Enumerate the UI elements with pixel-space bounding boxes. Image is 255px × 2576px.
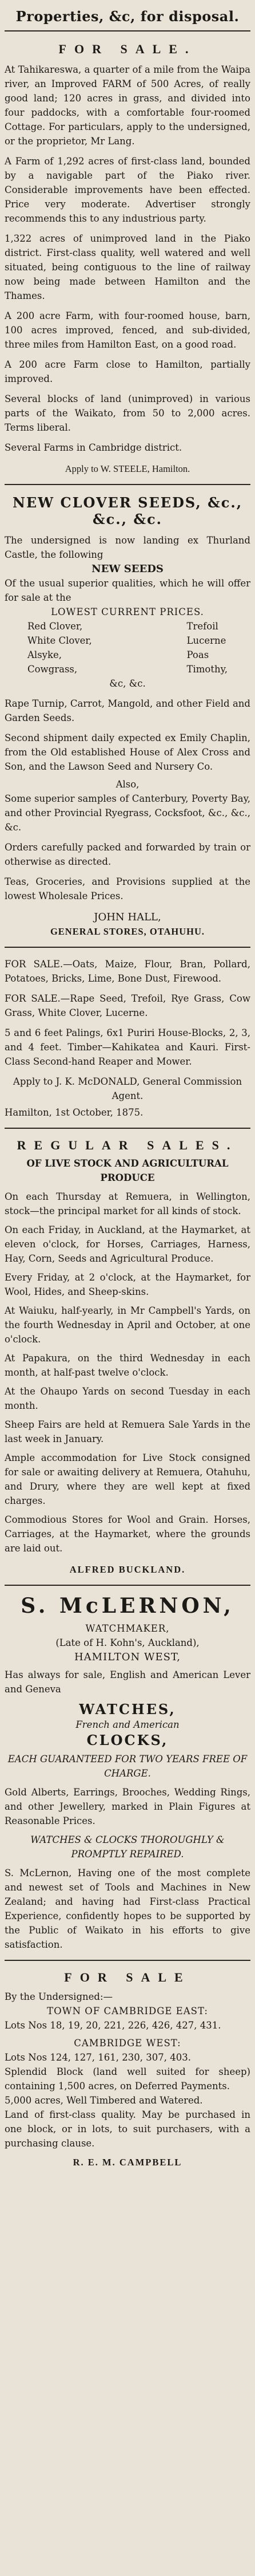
ad-paragraph: 5 and 6 feet Palings, 6x1 Puriri House-Blocks, 2, 3, and 4 feet. Timber—Kahikatea and Kauri. First-Class Second-hand Reaper and Mower. [5,1027,250,1067]
seed-list-left [27,619,92,676]
ad-heading: WATCHES, [79,1701,176,1718]
ad-paragraph: Of the usual superior qualities, which he will offer for sale at the [5,578,250,603]
ad-regular-sales [5,1129,250,1577]
seed-list-right [187,619,228,676]
ad-paragraph: Sheep Fairs are held at Remuera Sale Yards in the last week in January. [5,1419,250,1444]
ad-heading: CLOCKS, [86,1732,169,1748]
ad-paragraph: On each Friday, in Auckland, at the Haymarket, at eleven o'clock, for Horses, Carriages, Harness, Hay, Corn, Seeds and Agricultural Produce. [5,1224,250,1264]
ad-mclernon-watchmaker [5,1586,250,1952]
ad-subheading: LOWEST CURRENT PRICES. [51,606,204,617]
ad-signature: Apply to W. STEELE, Hamilton. [65,463,190,474]
ad-signature: JOHN HALL, [94,911,161,923]
ad-paragraph: At Papakura, on the third Wednesday in each month, at half-past twelve o'clock. [5,1353,250,1378]
ad-paragraph: Lots Nos 124, 127, 161, 230, 307, 403. [5,2052,191,2063]
ad-paragraph: Splendid Block (land well suited for sheep) containing 1,500 acres, on Deferred Payments. [5,2066,250,2091]
ad-signature: Apply to J. K. McDONALD, General Commission Agent. [13,1076,242,1101]
seed-item: White Clover, [27,635,92,646]
ad-paragraph: A 200 acre Farm close to Hamilton, partially improved. [5,359,250,384]
seed-list [5,619,250,676]
ad-paragraph: A 200 acre Farm, with four-roomed house, barn, 100 acres improved, fenced, and sub-divided, three miles from Hamilton East, on a good road. [5,310,250,350]
ad-paragraph: Gold Alberts, Earrings, Brooches, Wedding Rings, and other Jewellery, marked in Plain Figures at Reasonable Prices. [5,1787,250,1826]
seed-item: Trefoil [186,621,218,632]
ad-paragraph: Some superior samples of Canterbury, Poverty Bay, and other Provincial Ryegrass, Cocksfoot, &c., &c., &c. [5,793,250,833]
ad-subheading: OF LIVE STOCK AND AGRICULTURAL PRODUCE [26,1158,229,1183]
ad-subheading: TOWN OF CAMBRIDGE EAST: [47,2006,208,2016]
ad-text: By the Undersigned:— [5,1991,113,2002]
ad-text: (Late of H. Kohn's, Auckland), [55,1637,200,1648]
seed-item: Lucerne [186,635,226,646]
ad-paragraph: A Farm of 1,292 acres of first-class land, bounded by a navigable part of the Piako river. Considerable improvements have been effected. Price very moderate. Advertiser strongly recommends this to any industrious party. [5,156,250,224]
ad-paragraph: The undersigned is now landing ex Thurland Castle, the following [5,535,250,560]
ad-paragraph: Teas, Groceries, and Provisions supplied at the lowest Wholesale Prices. [5,876,250,901]
section-masthead: Properties, &c, for disposal. [15,8,240,25]
ad-mcdonald-produce [5,948,250,1120]
ad-heading: REGULAR SALES. [17,1138,238,1152]
ad-date: Hamilton, 1st October, 1875. [5,1107,144,1118]
ad-paragraph: 5,000 acres, Well Timbered and Watered. [5,2095,203,2106]
ad-paragraph: Several Farms in Cambridge district. [5,442,182,453]
ad-subheading: CAMBRIDGE WEST: [74,2038,181,2049]
seed-item: Timothy, [186,664,228,675]
ad-paragraph: FOR SALE.—Rape Seed, Trefoil, Rye Grass, Cow Grass, White Clover, Lucerne. [5,993,250,1018]
ad-farms-for-sale [5,31,250,476]
ad-subheading: WATCHES & CLOCKS THOROUGHLY & PROMPTLY REPAIRED. [30,1834,225,1860]
ad-paragraph: Several blocks of land (unimproved) in various parts of the Waikato, from 50 to 2,000 acres. Terms liberal. [5,393,250,433]
seed-item: Poas [186,649,209,660]
ad-paragraph: At Waiuku, half-yearly, in Mr Campbell's Yards, on the fourth Wednesday in April and October, at one o'clock. [5,1305,250,1345]
ad-heading: S. McLERNON, [21,1594,234,1618]
ad-paragraph: Ample accommodation for Live Stock consigned for sale or awaiting delivery at Remuera, Otahuhu, and Drury, where they are well kept at fixed charges. [5,1452,250,1506]
ad-signature: ALFRED BUCKLAND. [69,1564,186,1575]
ad-text: EACH GUARANTEED FOR TWO YEARS FREE OF CHARGE. [7,1754,248,1779]
ad-paragraph: Land of first-class quality. May be purchased in one block, or in lots, to suit purchasers, with a purchasing clause. [5,2109,250,2149]
ad-paragraph: Lots Nos 18, 19, 20, 221, 226, 426, 427, 431. [5,2020,221,2031]
ad-text: &c, &c. [109,678,146,689]
seed-item: Alsyke, [27,649,62,660]
seed-item: Cowgrass, [27,664,78,675]
ad-paragraph: Orders carefully packed and forwarded by train or otherwise as directed. [5,842,250,867]
ad-campbell-land [5,1961,250,2169]
ad-paragraph: Second shipment daily expected ex Emily Chaplin, from the Old established House of Alex Cross and Son, and the Lawson Seed and Nursery Co. [5,732,250,772]
ad-text: French and American [75,1719,180,1730]
seed-item: Red Clover, [27,621,83,632]
ad-heading: NEW CLOVER SEEDS, &c., &c., &c. [12,494,243,527]
ad-paragraph: Rape Turnip, Carrot, Mangold, and other Field and Garden Seeds. [5,698,250,723]
ad-signature: R. E. M. CAMPBELL [73,2157,182,2168]
ad-heading: FOR SALE [64,1970,191,1984]
ad-heading: FOR SALE. [58,42,197,56]
ad-text: Also, [115,779,140,790]
ad-paragraph: FOR SALE.—Oats, Maize, Flour, Bran, Pollard, Potatoes, Bricks, Lime, Bone Dust, Firewood. [5,959,250,984]
ad-paragraph: 1,322 acres of unimproved land in the Piako district. First-class quality, well watered and well situated, being contiguous to the line of railway now being made between Hamilton and the Thames. [5,233,250,301]
ad-paragraph: At Tahikareswa, a quarter of a mile from the Waipa river, an Improved FARM of 500 Acres, of really good land; 120 acres in grass, and divided into four paddocks, with a comfortable four-roomed Cottage. For particulars, apply to the undersigned, or the proprietor, Mr Lang. [5,64,250,147]
ad-paragraph: Every Friday, at 2 o'clock, at the Haymarket, for Wool, Hides, and Sheep-skins. [5,1272,250,1297]
ad-subheading: WATCHMAKER, [85,1623,170,1634]
ad-paragraph: At the Ohaupo Yards on second Tuesday in each month. [5,1386,250,1411]
ad-paragraph: Commodious Stores for Wool and Grain. Horses, Carriages, at the Haymarket, where the grounds are laid out. [5,1514,250,1554]
ad-paragraph: Has always for sale, English and American Lever and Geneva [5,1669,250,1695]
ad-subheading: HAMILTON WEST, [74,1651,181,1663]
ad-signature-place: GENERAL STORES, OTAHUHU. [50,926,205,937]
ad-subheading: NEW SEEDS [91,563,164,575]
ad-paragraph: S. McLernon, Having one of the most complete and newest set of Tools and Machines in New Zealand; and having had First-class Practical Experience, confidently hopes to be supported by the Public of Waikato in his efforts to give satisfaction. [5,1868,250,1950]
ad-clover-seeds [5,485,250,939]
ad-paragraph: On each Thursday at Remuera, in Wellington, stock—the principal market for all kinds of stock. [5,1191,250,1216]
